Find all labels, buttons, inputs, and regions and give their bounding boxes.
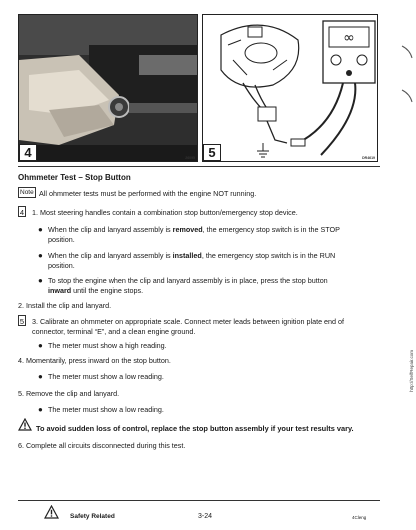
note-text: All ohmmeter tests must be performed with the engine NOT running. xyxy=(39,189,257,198)
step-1-bullet-1-line-2: position. xyxy=(48,235,75,244)
page-edge-marks xyxy=(400,44,414,124)
section-heading: Ohmmeter Test – Stop Button xyxy=(18,173,131,182)
step-5-bullet: The meter must show a low reading. xyxy=(48,405,164,414)
step-1-bullet-3-line-2: inward until the engine stops. xyxy=(48,286,144,295)
note-label: Note xyxy=(20,189,34,196)
step-6-text: 6. Complete all circuits disconnected during this test. xyxy=(18,441,186,450)
bullet-icon: ● xyxy=(38,372,43,381)
ohmmeter-diagram xyxy=(203,15,378,162)
step-3-line-1: 3. Calibrate an ohmmeter on appropriate scale. Connect meter leads between ignition plate end of xyxy=(32,317,345,326)
step-3-line-2: connector, terminal “E”, and a clean engine ground. xyxy=(32,327,196,336)
figure-4-code: 26095 xyxy=(185,156,195,160)
figure-4-photo xyxy=(18,14,198,162)
svg-text:∞: ∞ xyxy=(343,30,355,46)
figure-5-diagram xyxy=(202,14,378,162)
figure-5-code: DR4619 xyxy=(362,156,375,160)
bullet-icon: ● xyxy=(38,405,43,414)
step-1-bullet-2-line-1: When the clip and lanyard assembly is installed, the emergency stop switch is in the RUN xyxy=(48,251,336,260)
step-4-text: 4. Momentarily, press inward on the stop button. xyxy=(18,356,171,365)
step-1-bullet-2-line-2: position. xyxy=(48,261,75,270)
step-1-bullet-3-line-1: To stop the engine when the clip and lanyard assembly is in place, press the stop button xyxy=(48,276,328,285)
step-1-text: 1. Most steering handles contain a combination stop button/emergency stop device. xyxy=(32,208,298,217)
bullet-icon: ● xyxy=(38,276,43,285)
step-4-bullet: The meter must show a low reading. xyxy=(48,372,164,381)
step-2-text: 2. Install the clip and lanyard. xyxy=(18,301,112,310)
figure-ref-5: 5 xyxy=(19,317,25,326)
figure-4-number: 4 xyxy=(19,144,37,161)
step-1-bullet-1-line-1: When the clip and lanyard assembly is removed, the emergency stop switch is in the STOP xyxy=(48,225,340,234)
bullet-icon: ● xyxy=(38,251,43,260)
top-divider xyxy=(18,166,380,167)
side-url: http://SelfRepair.com xyxy=(409,350,414,392)
footer-divider xyxy=(18,500,380,501)
warning-text: To avoid sudden loss of control, replace the stop button assembly if your test results vary. xyxy=(36,424,354,433)
bullet-icon: ● xyxy=(38,341,43,350)
warning-icon xyxy=(18,418,32,431)
steering-handle-photo xyxy=(19,15,198,162)
footer-code: 4Cleng xyxy=(352,515,367,520)
safety-warning-icon xyxy=(44,505,59,519)
bullet-icon: ● xyxy=(38,225,43,234)
footer-safety-label: Safety Related xyxy=(70,513,115,520)
step-5-text: 5. Remove the clip and lanyard. xyxy=(18,389,120,398)
figure-ref-4: 4 xyxy=(19,208,25,217)
step-3-bullet: The meter must show a high reading. xyxy=(48,341,167,350)
footer-page-number: 3-24 xyxy=(198,513,213,520)
figure-5-number: 5 xyxy=(203,144,221,161)
